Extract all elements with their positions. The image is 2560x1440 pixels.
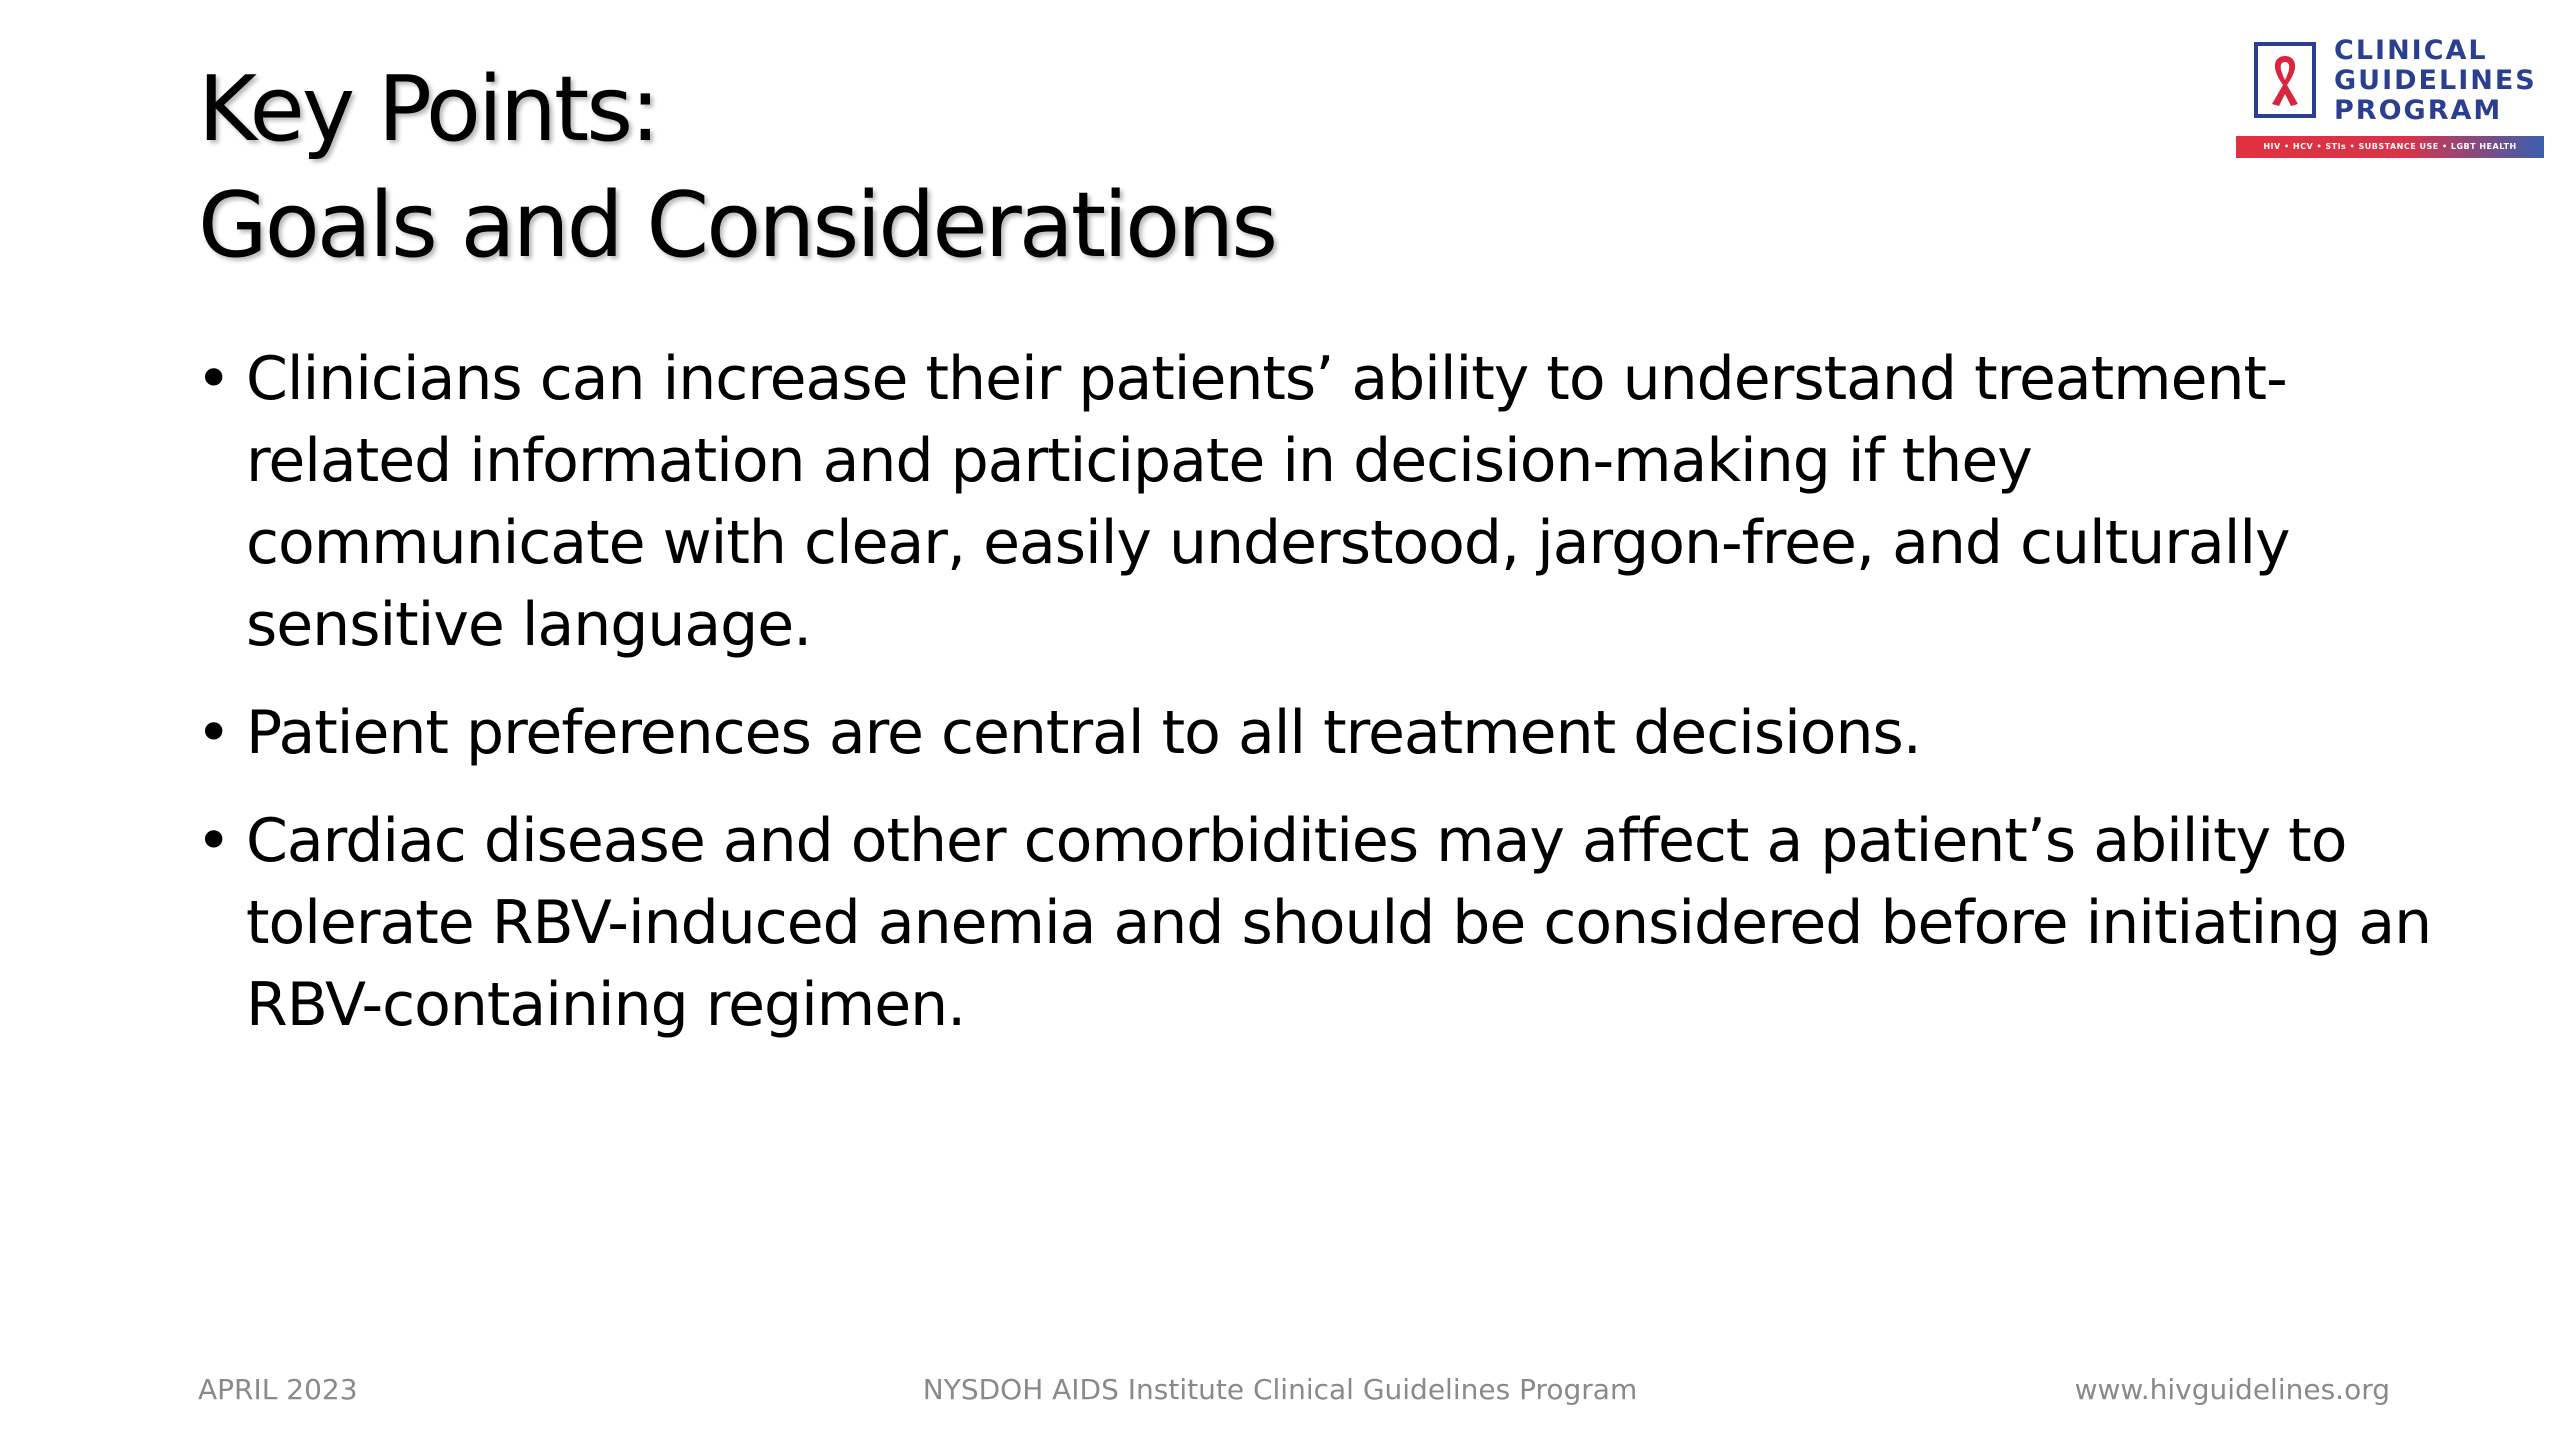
- logo-line-3: PROGRAM: [2334, 95, 2503, 126]
- logo-tagline-bar: HIV • HCV • STIs • SUBSTANCE USE • LGBT HEALTH: [2236, 136, 2544, 158]
- logo-wordmark: [2334, 36, 2537, 126]
- bullet-marker: •: [196, 698, 231, 768]
- footer-program: NYSDOH AIDS Institute Clinical Guidelines Program: [922, 1373, 1638, 1406]
- title-line-2: Goals and Considerations: [198, 173, 1276, 278]
- bullet-item: [196, 800, 2436, 1046]
- bullet-text: Patient preferences are central to all treatment decisions.: [246, 698, 1921, 768]
- bullet-item: [196, 338, 2436, 666]
- logo-line-2: GUIDELINES: [2334, 65, 2537, 96]
- bullet-marker: •: [196, 344, 231, 414]
- slide-title: [198, 52, 1998, 284]
- title-line-1: Key Points:: [198, 57, 658, 162]
- clinical-guidelines-program-logo: [2236, 36, 2546, 162]
- bullet-text: Clinicians can increase their patients’ ability to understand treatment-related information and participate in decision-making if they communicate with clear, easily understood, jargon-free, and culturally sensitive language.: [246, 344, 2290, 660]
- bullet-text: Cardiac disease and other comorbidities may affect a patient’s ability to tolerate RBV-induced anemia and should be considered before initiating an RBV-containing regimen.: [246, 806, 2432, 1040]
- footer-website[interactable]: www.hivguidelines.org: [2074, 1373, 2390, 1406]
- logo-ribbon-box: [2254, 42, 2316, 118]
- bullet-list: [196, 338, 2436, 1072]
- footer-date: APRIL 2023: [198, 1373, 358, 1406]
- ribbon-icon: [2264, 52, 2306, 110]
- bullet-marker: •: [196, 806, 231, 876]
- bullet-item: [196, 692, 2436, 774]
- logo-line-1: CLINICAL: [2334, 35, 2488, 66]
